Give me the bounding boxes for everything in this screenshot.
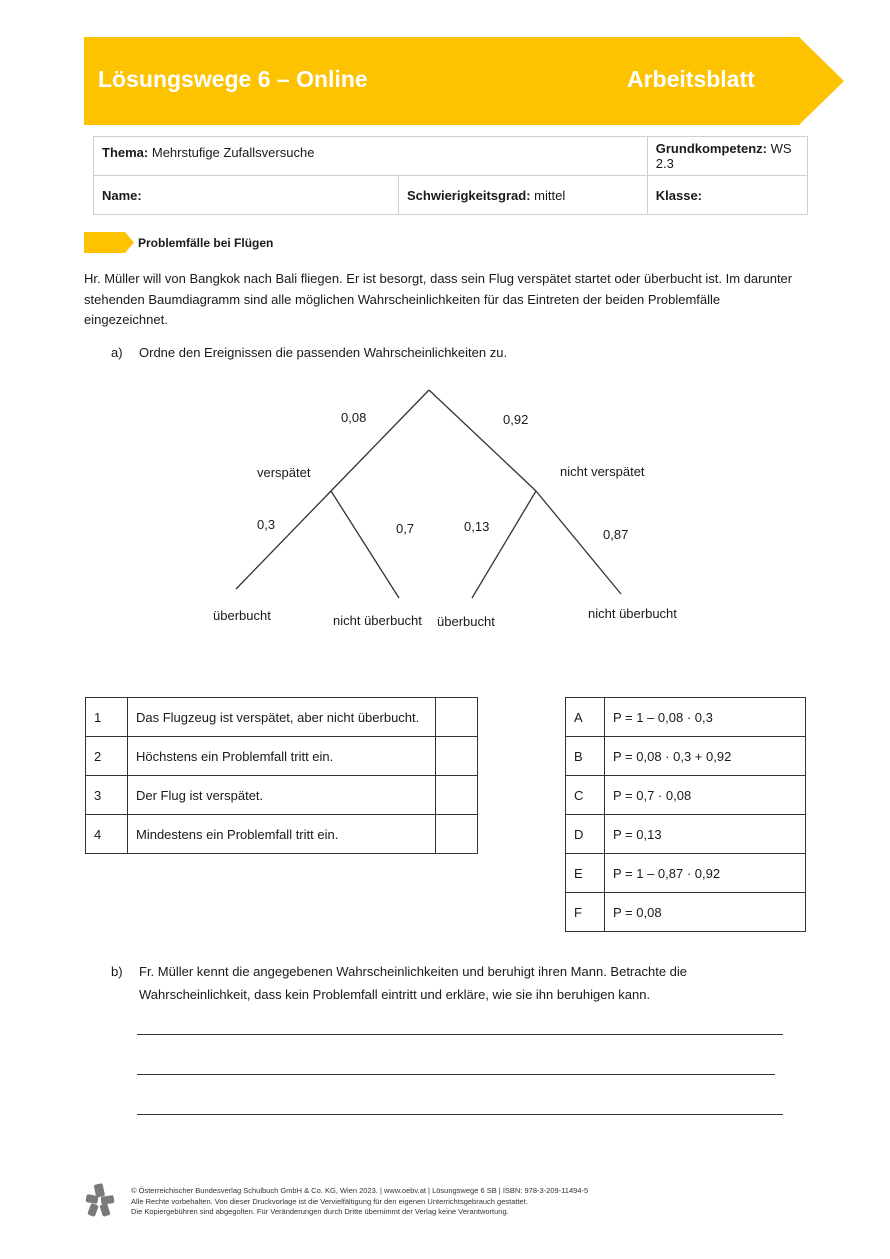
branch-root-left [331,390,429,491]
klasse-label: Klasse: [655,187,703,203]
event-text: Höchstens ein Problemfall tritt ein. [128,737,436,776]
event-text: Das Flugzeug ist verspätet, aber nicht überbucht. [128,698,436,737]
header-title: Lösungswege 6 – Online [98,66,368,92]
branch-root-right [429,390,536,491]
events-table [85,697,478,854]
branch-left-left [236,491,331,589]
answer-line-1[interactable] [137,1034,783,1035]
event-text: Mindestens ein Problemfall tritt ein. [128,815,436,854]
thema-label: Thema: [102,145,149,160]
event-answer-box[interactable] [436,698,478,737]
option-formula: P = 1 – 0,87 · 0,92 [605,854,806,893]
thema-value: Mehrstufige Zufallsversuche [151,145,315,160]
node-late: verspätet [257,465,311,480]
footer-line-3: Die Kopiergebühren sind abgegolten. Für Veränderungen durch Dritte übernimmt der Verlag keine Verantwortung. [131,1207,509,1216]
table-row [86,698,478,737]
option-formula: P = 0,08 · 0,3 + 0,92 [605,737,806,776]
option-letter: F [566,893,605,932]
prob-late-not-overbooked: 0,7 [396,521,415,536]
table-row [566,737,806,776]
header-worksheet-label: Arbeitsblatt [627,66,755,92]
name-label: Name: [102,187,142,203]
section-arrow-icon [84,232,136,254]
prob-notlate-overbooked: 0,13 [464,519,490,534]
prob-notlate-not-overbooked: 0,87 [603,527,629,542]
option-letter: B [566,737,605,776]
publisher-logo-icon [84,1183,116,1217]
grundkompetenz-cell [647,137,807,176]
event-text: Der Flug ist verspätet. [128,776,436,815]
table-row [566,815,806,854]
thema-cell [94,137,648,176]
table-row [86,776,478,815]
name-cell[interactable] [94,176,399,215]
footer-line-1: © Österreichischer Bundesverlag Schulbuch GmbH & Co. KG, Wien 2023. | www.oebv.at | Lösungswege 6 SB | ISBN: 978-3-209-11494-5 [131,1186,589,1195]
option-letter: C [566,776,605,815]
option-formula: P = 0,7 · 0,08 [605,776,806,815]
event-number: 3 [86,776,128,815]
task-a-text: Ordne den Ereignissen die passenden Wahrscheinlichkeiten zu. [139,345,508,360]
leaf-not-overbooked-2: nicht überbucht [588,606,677,621]
prob-late: 0,08 [341,410,367,425]
task-b [111,961,811,1007]
table-row [86,737,478,776]
leaf-not-overbooked-1: nicht überbucht [333,613,422,628]
schwierigkeit-value: mittel [534,187,566,203]
event-answer-box[interactable] [436,737,478,776]
header-banner [84,37,844,125]
task-a-letter: a) [111,345,123,360]
leaf-overbooked-1: überbucht [213,608,271,623]
klasse-cell[interactable] [647,176,807,215]
grundkompetenz-label: Grundkompetenz: [655,141,767,156]
branch-left-right [331,491,399,598]
footer-copyright [131,1186,588,1218]
task-a [111,342,711,364]
options-table [565,697,806,932]
table-row [566,893,806,932]
node-not-late: nicht verspätet [560,464,645,479]
task-b-letter: b) [111,964,123,979]
info-table [93,136,808,215]
option-formula: P = 1 – 0,08 · 0,3 [605,698,806,737]
answer-line-3[interactable] [137,1114,783,1115]
option-letter: D [566,815,605,854]
event-answer-box[interactable] [436,776,478,815]
task-b-line-1: Fr. Müller kennt die angegebenen Wahrscheinlichkeiten und beruhigt ihren Mann. Betrachte die [139,964,688,979]
option-formula: P = 0,13 [605,815,806,854]
table-row [566,776,806,815]
table-row [86,815,478,854]
task-b-line-2: Wahrscheinlichkeit, dass kein Problemfall eintritt und erkläre, wie sie ihn beruhigen kann. [139,987,651,1002]
grundkompetenz-value: WS 2.3 [655,141,792,171]
event-number: 4 [86,815,128,854]
option-letter: A [566,698,605,737]
schwierigkeit-label: Schwierigkeitsgrad: [407,187,531,203]
section-title: Problemfälle bei Flügen [138,236,274,250]
tree-diagram [200,380,690,640]
table-row [566,854,806,893]
prob-not-late: 0,92 [503,412,529,427]
branch-right-left [472,491,536,598]
event-number: 1 [86,698,128,737]
event-answer-box[interactable] [436,815,478,854]
event-number: 2 [86,737,128,776]
leaf-overbooked-2: überbucht [437,614,495,629]
footer-line-2: Alle Rechte vorbehalten. Von dieser Druckvorlage ist die Vervielfältigung für den eigenen Unterrichtsgebrauch gestattet. [131,1196,528,1206]
option-formula: P = 0,08 [605,893,806,932]
option-letter: E [566,854,605,893]
schwierigkeit-cell [399,176,648,215]
prob-late-overbooked: 0,3 [257,517,276,532]
intro-paragraph: Hr. Müller will von Bangkok nach Bali fliegen. Er ist besorgt, dass sein Flug verspätet startet oder überbucht ist. Im darunter stehenden Baumdiagramm sind alle möglichen Wahrscheinlichkeiten für das Eintreten der beiden Problemfälle eingezeichnet. [84,271,793,327]
table-row [566,698,806,737]
branch-right-right [536,491,621,594]
answer-line-2[interactable] [137,1074,775,1075]
